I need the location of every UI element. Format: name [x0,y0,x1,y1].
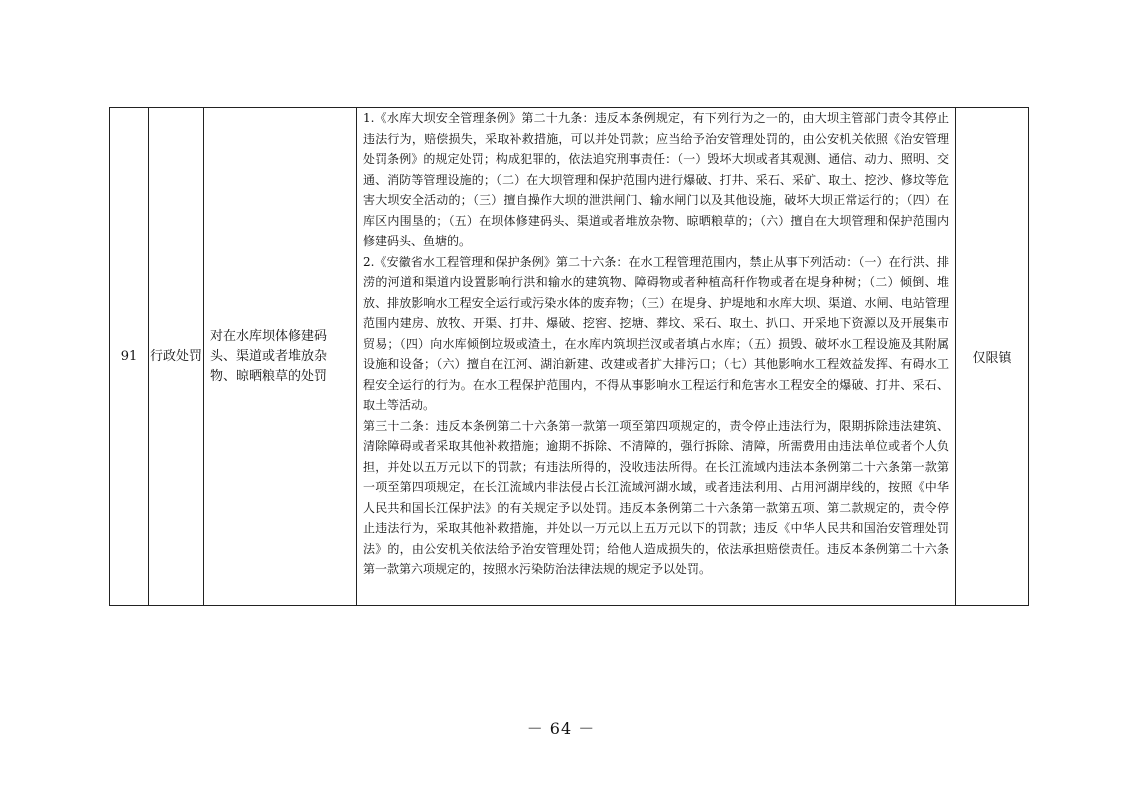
legal-basis-paragraph-1: 1.《水库大坝安全管理条例》第二十九条：违反本条例规定，有下列行为之一的，由大坝主管部门责令其停止违法行为，赔偿损失，采取补救措施，可以并处罚款；应当给予治安管理处罚的，由公安机关依照《治安管理处罚条例》的规定处罚；构成犯罪的，依法追究刑事责任：（一）毁坏大坝或者其观测、通信、动力、照明、交通、消防等管理设施的；（二）在大坝管理和保护范围内进行爆破、打井、采石、采矿、取土、挖沙、修坟等危害大坝安全活动的；（三）擅自操作大坝的泄洪闸门、输水闸门以及其他设施，破坏大坝正常运行的；（四）在库区内围垦的；（五）在坝体修建码头、渠道或者堆放杂物、晾晒粮草的；（六）擅自在大坝管理和保护范围内修建码头、鱼塘的。 [363,111,949,248]
legal-basis-paragraph-3: 第三十二条：违反本条例第二十六条第一款第一项至第四项规定的，责令停止违法行为，限期拆除违法建筑、清除障碍或者采取其他补救措施；逾期不拆除、不清障的，强行拆除、清障，所需费用由违法单位或者个人负担，并处以五万元以下的罚款；有违法所得的，没收违法所得。在长江流域内违法本条例第二十六条第一款第一项至第四项规定，在长江流域内非法侵占长江流域河湖水域，或者违法利用、占用河湖岸线的，按照《中华人民共和国长江保护法》的有关规定予以处罚。违反本条例第二十六条第一款第五项、第二款规定的，责令停止违法行为，采取其他补救措施，并处以一万元以上五万元以下的罚款；违反《中华人民共和国治安管理处罚法》的，由公安机关依法给予治安管理处罚；给他人造成损失的，依法承担赔偿责任。违反本条例第二十六条第一款第六项规定的，按照水污染防治法律法规的规定予以处罚。 [363,418,949,576]
legal-basis-paragraph-2: 2.《安徽省水工程管理和保护条例》第二十六条：在水工程管理范围内，禁止从事下列活动：（一）在行洪、排涝的河道和渠道内设置影响行洪和输水的建筑物、障碍物或者种植高秆作物或者在堤身种树；（二）倾倒、堆放、排放影响水工程安全运行或污染水体的废弃物；（三）在堤身、护堤地和水库大坝、渠道、水闸、电站管理范围内建房、放牧、开渠、打井、爆破、挖窖、挖塘、葬坟、采石、取土、扒口、开采地下资源以及开展集市贸易；（四）向水库倾倒垃圾或渣土，在水库内筑坝拦汊或者填占水库；（五）损毁、破坏水工程设施及其附属设施和设备；（六）擅自在江河、湖泊新建、改建或者扩大排污口；（七）其他影响水工程效益发挥、有碍水工程安全运行的行为。在水工程保护范围内，不得从事影响水工程运行和危害水工程安全的爆破、打井、采石、取土等活动。 [363,254,949,412]
row-scope: 仅限镇 [956,108,1029,606]
page-number: － 64 － [526,719,596,738]
regulation-table [109,107,1029,606]
table-row [110,108,1029,606]
row-number: 91 [110,108,149,606]
row-legal-basis [357,108,956,606]
row-item: 对在水库坝体修建码头、渠道或者堆放杂物、晾晒粮草的处罚 [204,108,357,606]
row-category: 行政处罚 [149,108,204,606]
